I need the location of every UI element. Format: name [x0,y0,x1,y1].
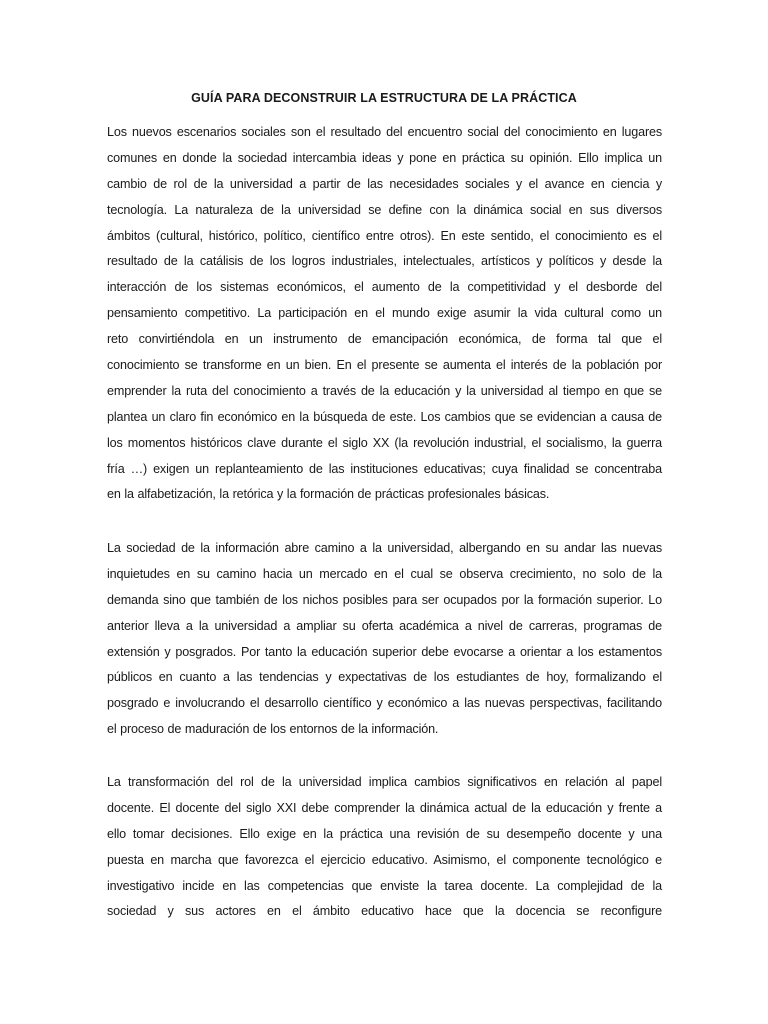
paragraph-line: los momentos históricos clave durante el siglo XX (la revolución industrial, el socialismo, la guerra [107,435,662,450]
paragraph-line: inquietudes en su camino hacia un mercado en el cual se observa crecimiento, no solo de la [107,566,662,581]
paragraph-line: demanda sino que también de los nichos posibles para ser ocupados por la formación superior. Lo [107,592,662,607]
paragraph-line: resultado de la catálisis de los logros industriales, intelectuales, artísticos y políticos y desde la [107,254,662,269]
paragraph-line: plantea un claro fin económico en la búsqueda de este. Los cambios que se evidencian a causa de [107,409,662,424]
paragraph-line: anterior lleva a la universidad a ampliar su oferta académica a nivel de carreras, programas de [107,618,662,633]
paragraph-3 [107,770,662,925]
paragraph-line: reto convirtiéndola en un instrumento de emancipación económica, de forma tal que el [107,332,662,347]
paragraph-line: tecnología. La naturaleza de la universidad se define con la dinámica social en sus diversos [107,202,662,217]
paragraph-line: La transformación del rol de la universidad implica cambios significativos en relación al papel [107,775,662,789]
paragraph-line: el proceso de maduración de los entornos de la información. [107,722,439,737]
paragraph-line: emprender la ruta del conocimiento a través de la educación y la universidad al tiempo en que se [107,383,662,398]
paragraph-line: fría …) exigen un replanteamiento de las instituciones educativas; cuya finalidad se concentraba [107,461,662,476]
paragraph-line: Los nuevos escenarios sociales son el resultado del encuentro social del conocimiento en lugares [107,125,662,139]
paragraph-line: puesta en marcha que favorezca el ejercicio educativo. Asimismo, el componente tecnológico e [107,852,662,867]
paragraph-line: públicos en cuanto a las tendencias y expectativas de los estudiantes de hoy, formalizando el [107,670,662,685]
document-title: GUÍA PARA DECONSTRUIR LA ESTRUCTURA DE LA PRÁCTICA [191,91,577,105]
paragraph-line: extensión y posgrados. Por tanto la educación superior debe evocarse a orientar a los estamentos [107,644,662,659]
paragraph-line: en la alfabetización, la retórica y la formación de prácticas profesionales básicas. [107,487,550,502]
paragraph-line: ámbitos (cultural, histórico, político, científico entre otros). En este sentido, el conocimiento es el [107,228,662,243]
paragraph-line: interacción de los sistemas económicos, el aumento de la competitividad y el desborde del [107,280,662,295]
paragraph-line: pensamiento competitivo. La participación en el mundo exige asumir la vida cultural como un [107,306,662,321]
paragraph-line: comunes en donde la sociedad intercambia ideas y pone en práctica su opinión. Ello implica un [107,150,662,165]
paragraph-1 [107,120,662,508]
paragraph-line: sociedad y sus actores en el ámbito educativo hace que la docencia se reconfigure [107,904,662,919]
paragraph-line: investigativo incide en las competencias que enviste la tarea docente. La complejidad de la [107,878,662,893]
paragraph-line: posgrado e involucrando el desarrollo científico y económico a las nuevas perspectivas, facilitando [107,696,662,711]
paragraph-line: La sociedad de la información abre camino a la universidad, albergando en su andar las nuevas [107,541,662,555]
paragraph-line: ello tomar decisiones. Ello exige en la práctica una revisión de su desempeño docente y una [107,826,662,841]
paragraph-line: cambio de rol de la universidad a partir de las necesidades sociales y el avance en ciencia y [107,176,662,191]
paragraph-2 [107,536,662,743]
paragraph-line: conocimiento se transforme en un bien. En el presente se aumenta el interés de la población por [107,358,662,373]
paragraph-line: docente. El docente del siglo XXI debe comprender la dinámica actual de la educación y frente a [107,800,662,815]
